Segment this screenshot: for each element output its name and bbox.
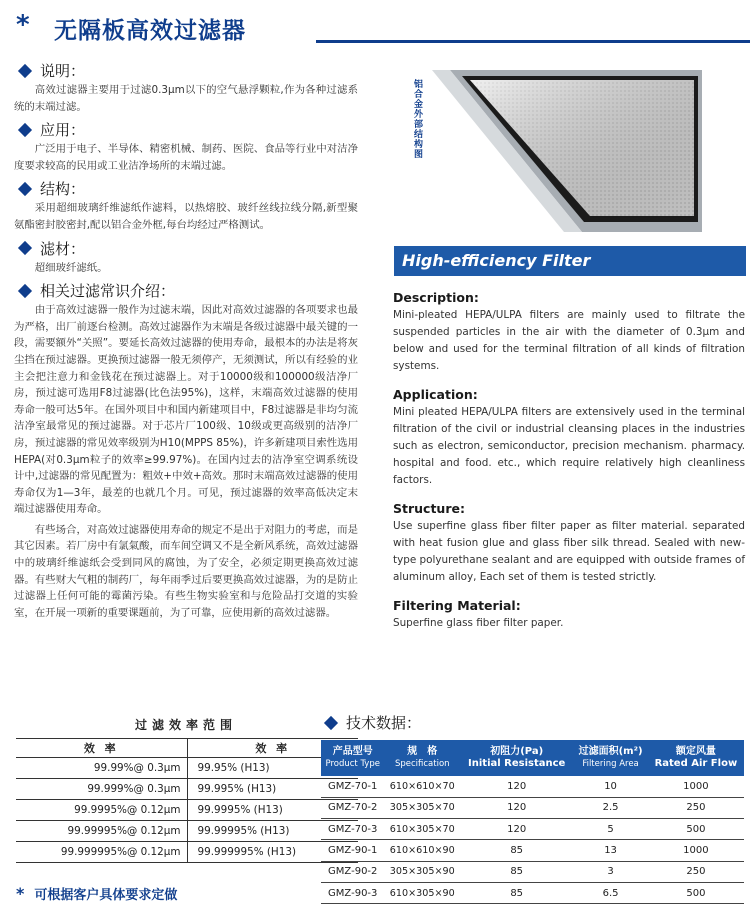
table-row xyxy=(321,776,744,797)
diamond-bullet-icon xyxy=(18,241,32,255)
tech-cell: 10 xyxy=(573,776,647,797)
tech-cell: 305×305×90 xyxy=(384,861,460,882)
efficiency-cell: 99.999995%@ 0.12μm xyxy=(16,842,187,863)
tech-cell: 2.5 xyxy=(573,797,647,818)
column-en: Product Type xyxy=(325,759,380,769)
zh-paragraph: 由于高效过滤器一般作为过滤末端，因此对高效过滤器的各项要求也最为严格，出厂前逐台检测。高效过滤器作为末端是各级过滤器中最关键的一段，需要额外“关照”。要延长高效过滤器的使用寿命，最根本的办法是将灰尘挡在预过滤器。更换预过滤器一般无须停产，无须测试，所以有经验的业主会把注意力和金钱花在预过滤器上。对于10000级和100000级洁净厂房，预过滤可选用F8过滤器(比色法95%)，这样，末端高效过滤器的使用寿命一般可达5年。在国外项目中和国内新建项目中，F8过滤器是非均匀流洁净室最常见的预过滤器。对于芯片厂100级、10级或更高级别的洁净厂房，预过滤器的常见效率级别为H10(MPPS 85%)，许多新建项目索性选用HEPA(对0.3μm粒子的效率≥99.97%)。在国内过去的洁净室空调系统设计中,过滤器的常见配置为：粗效+中效+高效。那时末端高效过滤器的使用寿命仅为1—3年，最差的也就几个月。可见，预过滤器的效率高低决定末端过滤器使用寿命。 xyxy=(14,304,358,516)
table-row xyxy=(321,882,744,903)
tech-cell: 305×305×70 xyxy=(384,797,460,818)
english-title: High-efficiency Filter xyxy=(402,251,591,270)
efficiency-table-title: 过滤效率范围 xyxy=(134,718,237,732)
zh-heading: 滤材： xyxy=(40,239,86,258)
zh-heading: 相关过滤常识介绍： xyxy=(40,282,176,301)
zh-section-application xyxy=(14,119,358,174)
zh-body: 广泛用于电子、半导体、精密机械、制药、医院、食品等行业中对洁净度要求较高的民用或工业洁净场所的末端过滤。 xyxy=(14,143,358,172)
custom-order-note xyxy=(16,884,177,903)
tech-cell: 85 xyxy=(460,882,573,903)
tech-cell: 250 xyxy=(648,861,744,882)
tech-column-header xyxy=(573,740,647,776)
tech-cell: 610×610×70 xyxy=(384,776,460,797)
table-row xyxy=(16,842,358,863)
en-body: Use superfine glass fiber filter paper as filter material. separated with heat fusion glue and glass fiber silk thread. Sealed with new-type polyurethane sealant and are equipped with outside frames of aluminum alloy, Each set of them is tested strictly. xyxy=(393,520,745,583)
efficiency-cell: 99.95% (H13) xyxy=(187,758,358,779)
tech-data-table xyxy=(321,740,744,904)
tech-cell: 85 xyxy=(460,840,573,861)
efficiency-header: 效 率 xyxy=(16,739,187,758)
zh-body: 超细玻纤滤纸。 xyxy=(34,261,108,274)
note-star: * xyxy=(16,884,25,903)
efficiency-cell: 99.99%@ 0.3μm xyxy=(16,758,187,779)
tech-column-header xyxy=(460,740,573,776)
tech-column-header xyxy=(648,740,744,776)
tech-cell: 6.5 xyxy=(573,882,647,903)
en-body: Mini-pleated HEPA/ULPA filters are mainly used to filtrate the suspended particles in the air with the diameter of 0.3μm and below and used for the terminal filtration of all kinds of filtration systems. xyxy=(393,309,745,372)
table-row xyxy=(321,819,744,840)
column-zh: 额定风量 xyxy=(675,746,716,757)
tech-cell: 1000 xyxy=(648,840,744,861)
tech-cell: 610×610×90 xyxy=(384,840,460,861)
tech-cell: 120 xyxy=(460,797,573,818)
zh-section-description xyxy=(14,60,358,115)
tech-cell: GMZ-70-3 xyxy=(321,819,384,840)
efficiency-cell: 99.9995%@ 0.12μm xyxy=(16,800,187,821)
tech-cell: 250 xyxy=(648,797,744,818)
efficiency-cell: 99.999%@ 0.3μm xyxy=(16,779,187,800)
english-title-band xyxy=(394,246,746,276)
column-en: Filtering Area xyxy=(582,759,639,769)
efficiency-table xyxy=(16,738,358,863)
tech-cell: 120 xyxy=(460,776,573,797)
chinese-description-column xyxy=(14,60,358,625)
english-description-column xyxy=(393,290,745,644)
zh-section-knowledge xyxy=(14,280,358,621)
tech-cell: GMZ-70-2 xyxy=(321,797,384,818)
tech-cell: GMZ-70-1 xyxy=(321,776,384,797)
page-header xyxy=(16,12,744,42)
en-heading: Structure: xyxy=(393,501,465,516)
table-row xyxy=(321,797,744,818)
table-row xyxy=(321,840,744,861)
tech-data-heading xyxy=(320,712,421,733)
efficiency-cell: 99.995% (H13) xyxy=(187,779,358,800)
tech-cell: 610×305×90 xyxy=(384,882,460,903)
diamond-bullet-icon xyxy=(18,123,32,137)
tech-cell: GMZ-90-3 xyxy=(321,882,384,903)
tech-cell: 120 xyxy=(460,819,573,840)
en-body: Superfine glass fiber filter paper. xyxy=(393,617,564,629)
tech-heading-text: 技术数据： xyxy=(346,714,422,732)
tech-column-header xyxy=(321,740,384,776)
header-rule xyxy=(316,40,750,43)
column-zh: 规 格 xyxy=(407,746,438,757)
tech-cell: GMZ-90-2 xyxy=(321,861,384,882)
column-zh: 过滤面积(m²) xyxy=(578,746,643,757)
table-row xyxy=(16,779,358,800)
tech-cell: 13 xyxy=(573,840,647,861)
table-row xyxy=(16,821,358,842)
column-en: Rated Air Flow xyxy=(654,758,738,769)
zh-body: 采用超细玻璃纤维滤纸作滤料，以热熔胶、玻纤丝线拉线分隔,新型聚氨酯密封胶密封,配以铝合金外框,每台均经过严格测试。 xyxy=(14,202,358,231)
tech-cell: 610×305×70 xyxy=(384,819,460,840)
efficiency-header: 效 率 xyxy=(187,739,358,758)
column-zh: 初阻力(Pa) xyxy=(490,746,544,757)
zh-heading: 说明： xyxy=(40,62,86,80)
tech-cell: GMZ-90-1 xyxy=(321,840,384,861)
efficiency-cell: 99.99995% (H13) xyxy=(187,821,358,842)
table-row xyxy=(16,800,358,821)
efficiency-cell: 99.9995% (H13) xyxy=(187,800,358,821)
tech-cell: 500 xyxy=(648,882,744,903)
diamond-bullet-icon xyxy=(324,715,338,729)
zh-section-material xyxy=(14,238,358,277)
diamond-bullet-icon xyxy=(18,284,32,298)
zh-body: 高效过滤器主要用于过滤0.3μm以下的空气悬浮颗粒,作为各种过滤系统的末端过滤。 xyxy=(14,84,358,113)
column-en: Initial Resistance xyxy=(468,758,566,769)
note-text: 可根据客户具体要求定做 xyxy=(34,888,178,903)
table-row xyxy=(16,758,358,779)
page-title: 无隔板高效过滤器 xyxy=(54,18,246,44)
zh-section-structure xyxy=(14,178,358,233)
tech-cell: 5 xyxy=(573,819,647,840)
zh-paragraph: 有些场合，对高效过滤器使用寿命的规定不是出于对阻力的考虑，而是其它因素。若厂房中有氯氣酸，而车间空调又不是全新风系统，高效过滤器中的玻璃纤维滤纸会受到同风的腐蚀，为了安全，必须定期更换高效过滤器。有些财大气粗的制药厂，每年雨季过后要更换高效过滤器，为的是防止过滤器上任何可能的霉菌污染。有些生物实验室和与危险品打交道的实验室，在开展一项新的重要课题前，为了可靠，应使用新的高效过滤器。 xyxy=(14,523,358,619)
efficiency-cell: 99.99995%@ 0.12μm xyxy=(16,821,187,842)
column-en: Specification xyxy=(394,759,450,769)
zh-heading: 应用： xyxy=(40,121,86,140)
tech-cell: 3 xyxy=(573,861,647,882)
tech-column-header xyxy=(384,740,460,776)
diamond-bullet-icon xyxy=(18,63,32,77)
tech-cell: 85 xyxy=(460,861,573,882)
filter-product-image xyxy=(432,70,702,232)
efficiency-cell: 99.999995% (H13) xyxy=(187,842,358,863)
column-zh: 产品型号 xyxy=(332,746,373,757)
diamond-bullet-icon xyxy=(18,182,32,196)
en-body: Mini pleated HEPA/ULPA filters are extensively used in the terminal filtration of the civil or industrial cleansing places in the industries such as electron, semiconductor, precision mechanism. pharmacy. hospital and food. etc., which require relatively high cleanliness factors. xyxy=(393,406,745,486)
zh-heading: 结构： xyxy=(40,180,86,199)
en-heading: Filtering Material: xyxy=(393,598,521,613)
tech-cell: 500 xyxy=(648,819,744,840)
en-heading: Application: xyxy=(393,387,478,402)
tech-cell: 1000 xyxy=(648,776,744,797)
image-side-label: 铝合金外部结构图 xyxy=(414,80,424,160)
table-row xyxy=(321,861,744,882)
en-heading: Description: xyxy=(393,290,479,305)
title-star: * xyxy=(16,10,30,40)
